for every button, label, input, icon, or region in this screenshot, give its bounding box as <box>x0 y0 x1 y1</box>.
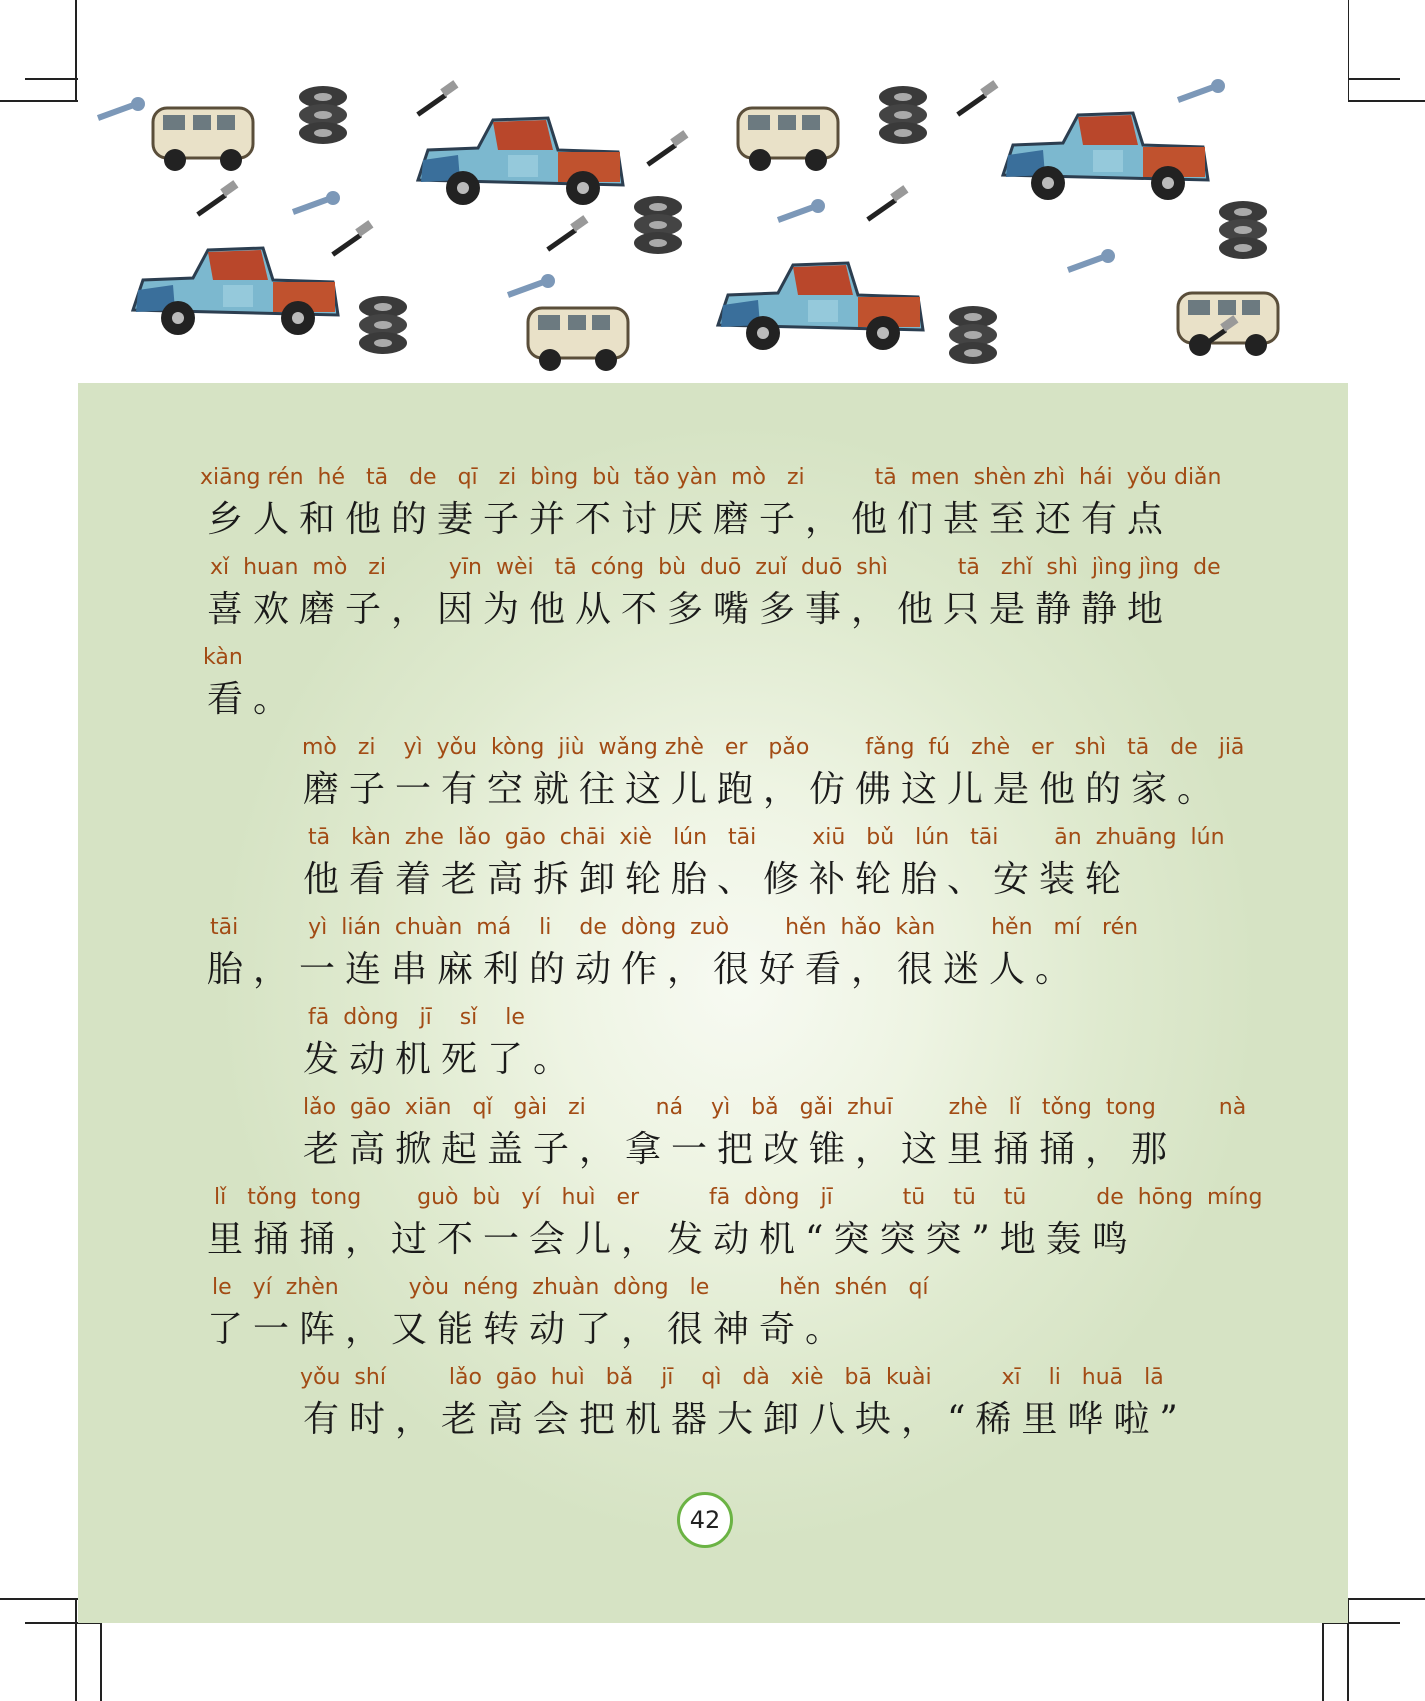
hanzi-line: 有时，老高会把机器大卸八块，“稀里哗啦” <box>303 1399 1188 1440</box>
pinyin-line: tāi yì lián chuàn má li de dòng zuò hěn hǎo kàn hěn mí rén <box>210 915 1139 940</box>
crop-mark <box>0 1598 80 1600</box>
hanzi-line: 胎，一连串麻利的动作，很好看，很迷人。 <box>207 949 1082 990</box>
text-line <box>0 735 1425 835</box>
text-line <box>0 645 1425 745</box>
text-line <box>0 1275 1425 1375</box>
text-line <box>0 1005 1425 1105</box>
pinyin-line: kàn <box>203 645 243 670</box>
hanzi-line: 看。 <box>207 679 300 720</box>
crop-mark <box>100 1622 102 1701</box>
text-line <box>0 915 1425 1015</box>
text-line <box>0 1095 1425 1195</box>
hanzi-line: 磨子一有空就往这儿跑，仿佛这儿是他的家。 <box>303 769 1224 810</box>
pinyin-line: lǐ tǒng tong guò bù yí huì er fā dòng jī tū tū tū de hōng míng <box>214 1185 1263 1210</box>
hanzi-line: 老高掀起盖子，拿一把改锥，这里捅捅，那 <box>303 1129 1178 1170</box>
text-line <box>0 465 1425 565</box>
pinyin-line: le yí zhèn yòu néng zhuàn dòng le hěn shén qí <box>212 1275 929 1300</box>
text-line <box>0 825 1425 925</box>
pinyin-line: xiāng rén hé tā de qī zi bìng bù tǎo yàn mò zi tā men shèn zhì hái yǒu diǎn <box>200 465 1222 490</box>
pinyin-line: xǐ huan mò zi yīn wèi tā cóng bù duō zuǐ duō shì tā zhǐ shì jìng jìng de <box>210 555 1221 580</box>
crop-mark <box>75 1600 77 1701</box>
text-line <box>0 555 1425 655</box>
crop-mark <box>1345 1598 1425 1600</box>
illustration-banner <box>78 0 1348 383</box>
hanzi-line: 了一阵，又能转动了，很神奇。 <box>207 1309 852 1350</box>
text-line <box>0 1185 1425 1285</box>
pinyin-line: yǒu shí lǎo gāo huì bǎ jī qì dà xiè bā kuài xī li huā lā <box>300 1365 1164 1390</box>
pinyin-line: lǎo gāo xiān qǐ gài zi ná yì bǎ gǎi zhuī zhè lǐ tǒng tong nà <box>303 1095 1247 1120</box>
pinyin-line: mò zi yì yǒu kòng jiù wǎng zhè er pǎo fǎng fú zhè er shì tā de jiā <box>302 735 1245 760</box>
text-line <box>0 1365 1425 1465</box>
hanzi-line: 里捅捅，过不一会儿，发动机“突突突”地轰鸣 <box>207 1219 1138 1260</box>
hanzi-line: 乡人和他的妻子并不讨厌磨子，他们甚至还有点 <box>207 499 1174 540</box>
crop-mark <box>0 100 80 102</box>
crop-mark <box>1322 1622 1324 1701</box>
banner-pattern <box>78 0 1348 383</box>
hanzi-line: 他看着老高拆卸轮胎、修补轮胎、安装轮 <box>303 859 1132 900</box>
crop-mark <box>1345 100 1425 102</box>
page-number: 42 <box>677 1492 733 1548</box>
crop-mark <box>75 0 77 100</box>
hanzi-line: 喜欢磨子，因为他从不多嘴多事，他只是静静地 <box>207 589 1174 630</box>
pinyin-line: fā dòng jī sǐ le <box>308 1005 525 1030</box>
pinyin-line: tā kàn zhe lǎo gāo chāi xiè lún tāi xiū bǔ lún tāi ān zhuāng lún <box>308 825 1225 850</box>
hanzi-line: 发动机死了。 <box>303 1039 580 1080</box>
